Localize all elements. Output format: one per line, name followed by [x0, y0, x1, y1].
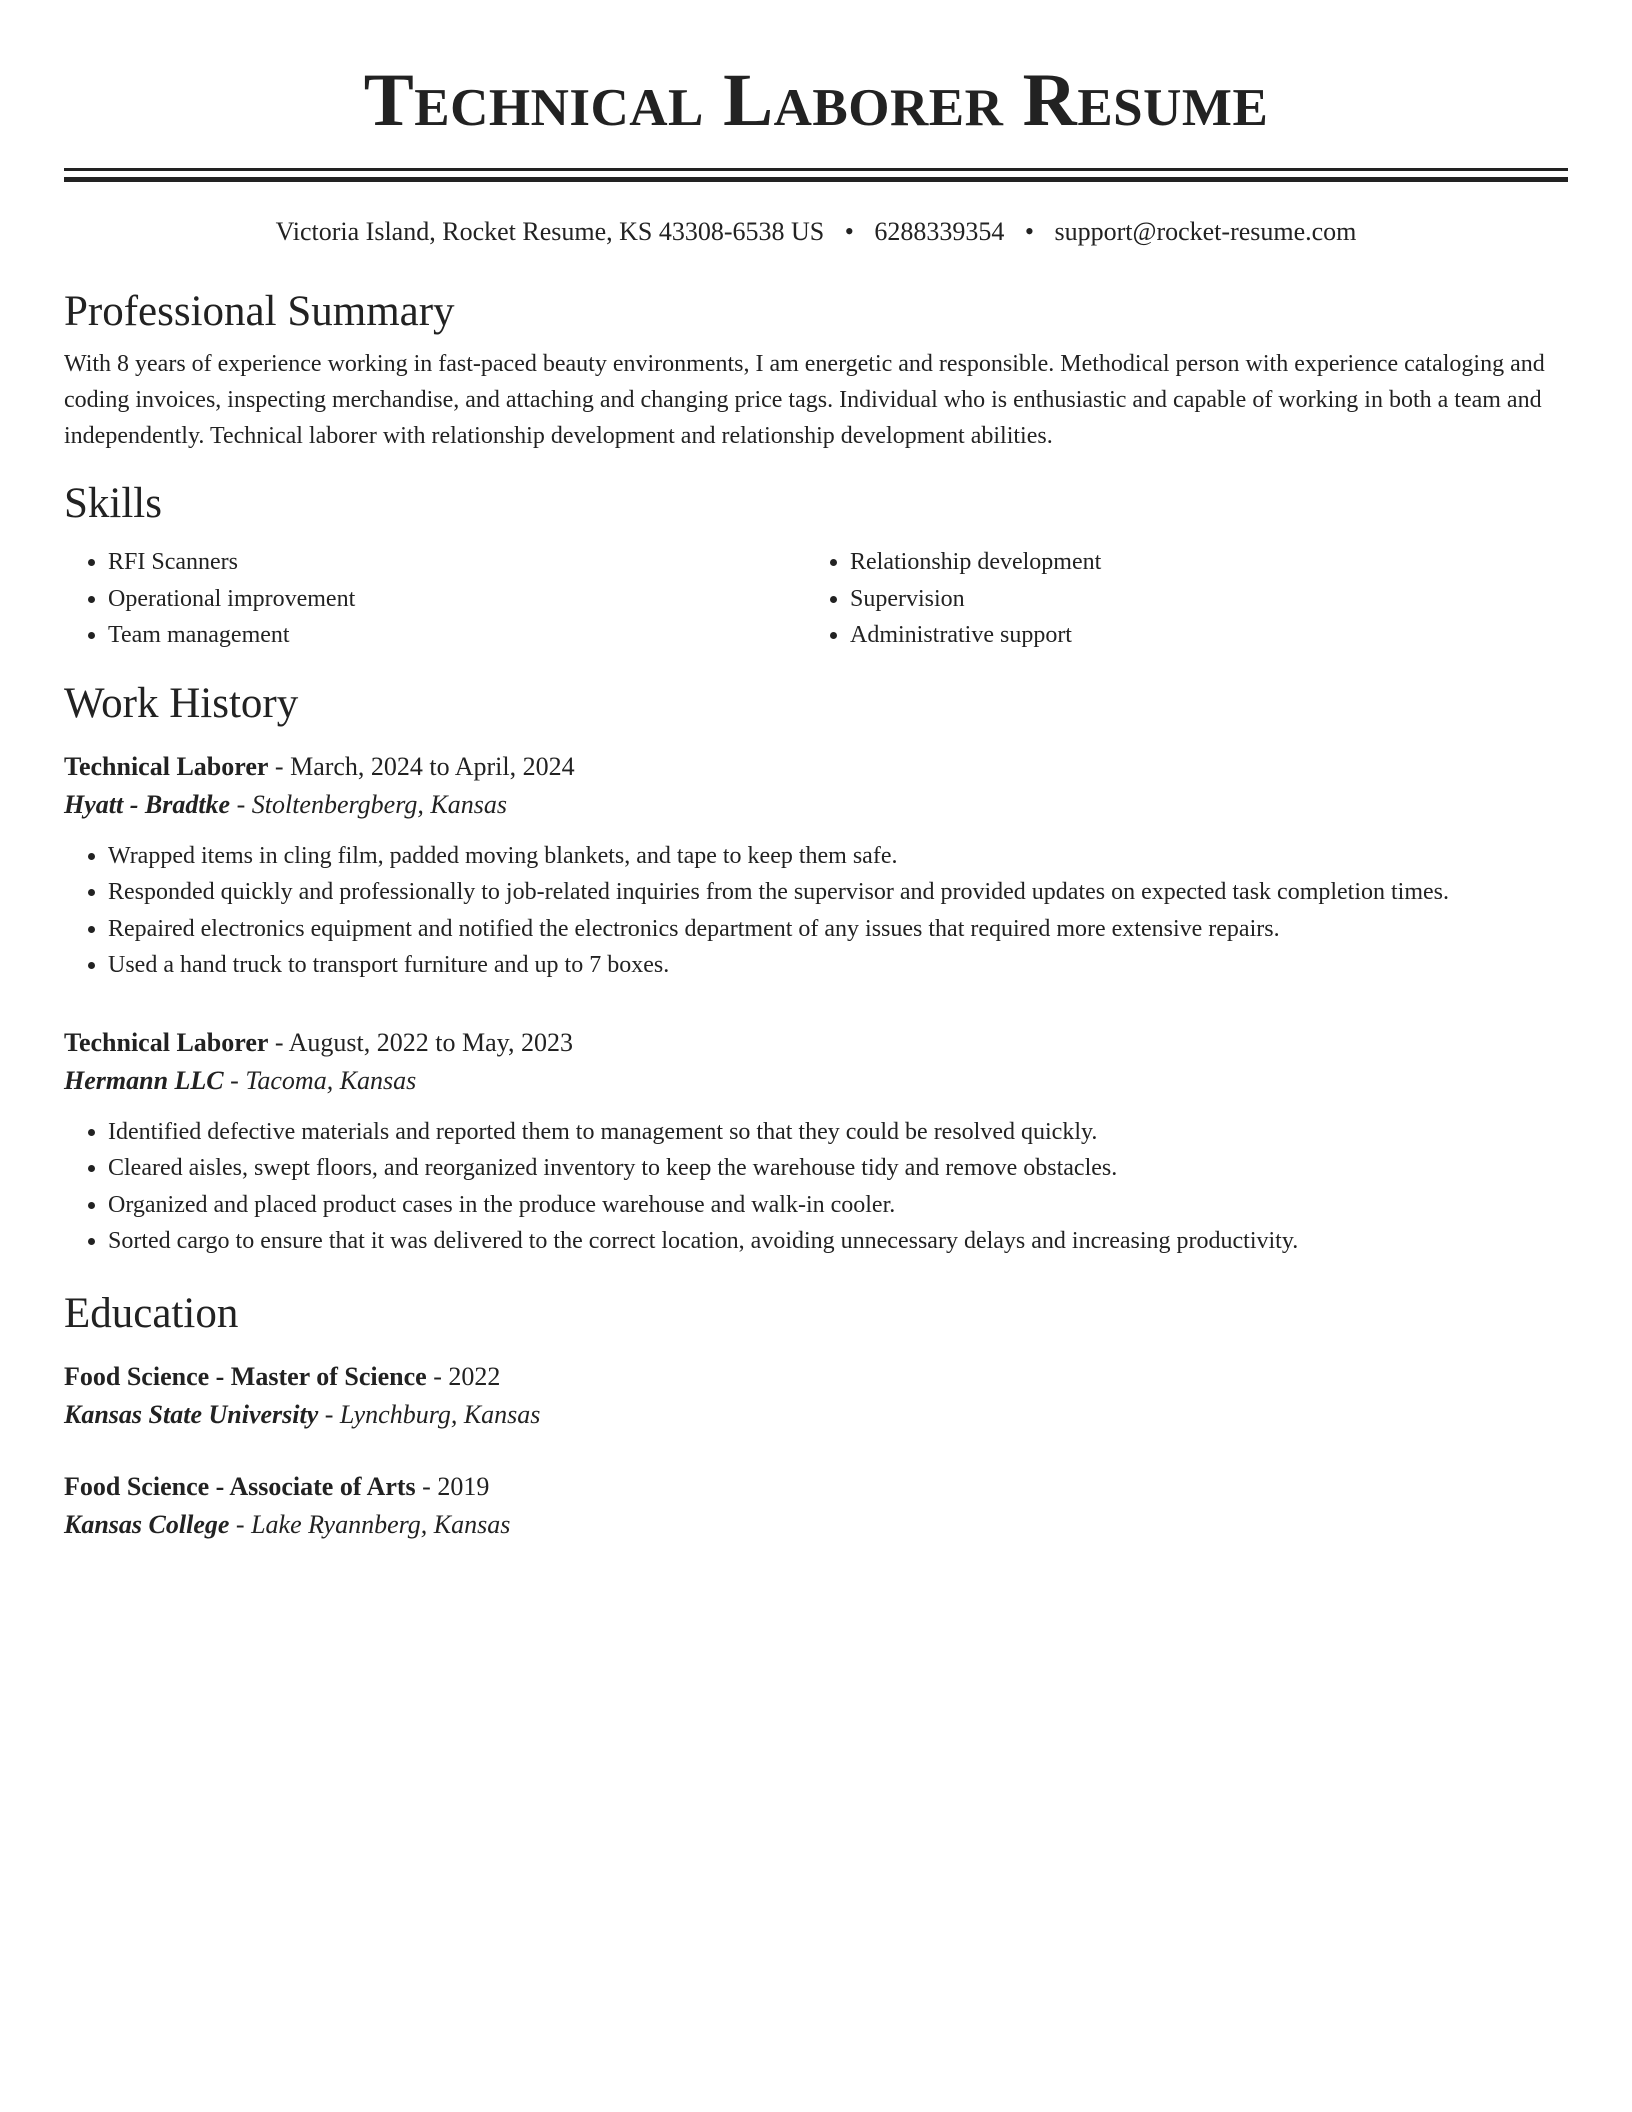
title-rule-thin — [64, 168, 1568, 171]
skill-item: • RFI Scanners — [108, 544, 806, 581]
skills-heading: Skills — [64, 480, 162, 527]
contact-separator: • — [844, 217, 854, 246]
job-entry — [64, 1024, 1568, 1260]
education-heading: Education — [64, 1289, 239, 1337]
job-duty: • Cleared aisles, swept floors, and reorganized inventory to keep the warehouse tidy and remove obstacles. — [108, 1150, 1568, 1187]
skill-item: • Team management — [108, 617, 806, 654]
skill-item: • Administrative support — [850, 617, 1548, 654]
contact-email: support@rocket-resume.com — [1054, 217, 1357, 246]
job-duty: • Identified defective materials and reported them to management so that they could be resolved quickly. — [108, 1114, 1568, 1151]
job-duty: • Wrapped items in cling film, padded moving blankets, and tape to keep them safe. — [108, 838, 1568, 875]
dash: - — [318, 1399, 340, 1429]
title-rule-thick — [64, 177, 1568, 182]
company-line — [64, 786, 1568, 824]
school-name: Kansas State University — [64, 1399, 319, 1429]
work-history-heading: Work History — [64, 679, 299, 727]
dash: - — [268, 751, 291, 781]
job-title-line — [64, 1024, 1568, 1062]
summary-heading: Professional Summary — [64, 288, 455, 335]
company-location: Stoltenbergberg, Kansas — [251, 789, 507, 819]
job-duties-list — [64, 838, 1568, 984]
job-duty: • Repaired electronics equipment and notified the electronics department of any issues that required more extensive repairs. — [108, 911, 1568, 948]
job-duties-list — [64, 1114, 1568, 1260]
job-dates: March, 2024 to April, 2024 — [290, 751, 575, 781]
contact-phone: 6288339354 — [874, 217, 1005, 246]
dash: - — [229, 1509, 252, 1539]
graduation-year: 2019 — [437, 1471, 490, 1501]
job-entry — [64, 748, 1568, 984]
education-section — [64, 1288, 1568, 1544]
graduation-year: 2022 — [448, 1361, 501, 1391]
school-name: Kansas College — [64, 1509, 230, 1539]
contact-separator: • — [1024, 217, 1034, 246]
dash: - — [223, 1065, 246, 1095]
work-history-section — [64, 678, 1568, 1260]
job-duty: • Responded quickly and professionally to job-related inquiries from the supervisor and provided updates on expected task completion times. — [108, 874, 1568, 911]
degree-line — [64, 1358, 1568, 1396]
company-name: Hyatt - Bradtke — [64, 789, 231, 819]
dash: - — [230, 789, 252, 819]
skills-list-left — [64, 544, 806, 654]
dash: - — [415, 1471, 438, 1501]
job-duty: • Used a hand truck to transport furniture and up to 7 boxes. — [108, 947, 1568, 984]
job-duty: • Sorted cargo to ensure that it was delivered to the correct location, avoiding unnecessary delays and increasing productivity. — [108, 1223, 1568, 1260]
job-title: Technical Laborer — [64, 751, 269, 781]
skills-grid — [64, 544, 1568, 654]
education-entry — [64, 1358, 1568, 1434]
dash: - — [426, 1361, 449, 1391]
school-line — [64, 1396, 1568, 1434]
skills-list-right — [806, 544, 1548, 654]
skill-item: • Operational improvement — [108, 581, 806, 618]
dash: - — [268, 1027, 289, 1057]
summary-text: With 8 years of experience working in fast-paced beauty environments, I am energetic and responsible. Methodical person with experience cataloging and coding invoices, inspecting merchandise, and attaching and changing price tags. Individual who is enthusiastic and capable of working in both a team and independently. Technical laborer with relationship development and relationship development abilities. — [64, 351, 1545, 449]
school-line — [64, 1506, 1568, 1544]
degree: Food Science - Master of Science — [64, 1361, 427, 1391]
education-entry — [64, 1468, 1568, 1544]
job-dates: August, 2022 to May, 2023 — [288, 1027, 573, 1057]
skill-item: • Relationship development — [850, 544, 1548, 581]
school-location: Lake Ryannberg, Kansas — [251, 1509, 511, 1539]
company-name: Hermann LLC — [64, 1065, 224, 1095]
company-line — [64, 1062, 1568, 1100]
resume-title: Technical Laborer Resume — [363, 59, 1269, 142]
professional-summary-section — [64, 286, 1568, 454]
company-location: Tacoma, Kansas — [245, 1065, 417, 1095]
skill-item: • Supervision — [850, 581, 1548, 618]
contact-line — [64, 216, 1568, 248]
degree-line — [64, 1468, 1568, 1506]
school-location: Lynchburg, Kansas — [339, 1399, 541, 1429]
degree: Food Science - Associate of Arts — [64, 1471, 416, 1501]
job-duty: • Organized and placed product cases in the produce warehouse and walk-in cooler. — [108, 1187, 1568, 1224]
contact-address: Victoria Island, Rocket Resume, KS 43308-6538 US — [275, 217, 825, 246]
skills-section — [64, 478, 1568, 654]
job-title-line — [64, 748, 1568, 786]
job-title: Technical Laborer — [64, 1027, 269, 1057]
